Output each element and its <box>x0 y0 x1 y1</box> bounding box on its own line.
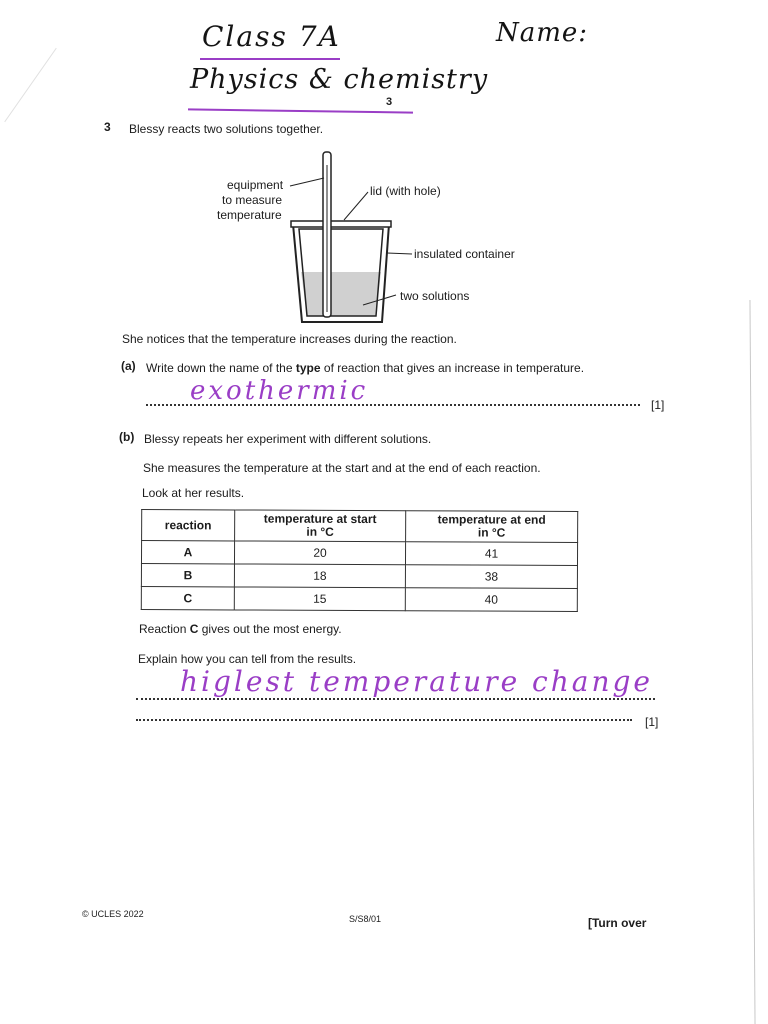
part-b-answer-line-2 <box>136 719 632 721</box>
name-label: Name: <box>496 18 589 48</box>
class-label: Class 7A <box>202 20 341 53</box>
page-number: 3 <box>386 96 393 108</box>
footer-copyright: © UCLES 2022 <box>82 909 144 919</box>
label-solutions: two solutions <box>400 289 470 303</box>
cell-temp-end: 38 <box>405 565 577 589</box>
part-a-text-after: of reaction that gives an increase in temperature. <box>323 361 585 375</box>
cell-reaction: B <box>141 564 234 587</box>
scan-edge-left <box>4 48 56 122</box>
cell-temp-start: 20 <box>234 541 405 565</box>
part-b-line3: Look at her results. <box>142 486 245 500</box>
cell-temp-end: 40 <box>405 588 577 612</box>
cell-reaction: C <box>141 587 234 610</box>
table-row <box>141 587 577 612</box>
question-number: 3 <box>104 120 111 134</box>
subject-underline <box>188 108 413 113</box>
statement-bold: C <box>189 622 199 636</box>
label-equipment-2: to measure <box>222 193 283 207</box>
table-row <box>141 564 577 589</box>
header-temp-end: temperature at end in °C <box>406 511 578 543</box>
statement-before: Reaction <box>139 622 187 636</box>
cell-temp-start: 15 <box>234 587 405 611</box>
cell-temp-start: 18 <box>234 564 405 588</box>
table-header-row <box>142 510 578 543</box>
class-underline <box>200 58 340 60</box>
container-leader <box>387 253 412 254</box>
part-b-statement <box>139 622 342 636</box>
label-equipment-3: temperature <box>217 208 282 222</box>
cell-reaction: A <box>141 541 234 564</box>
part-a-label: (a) <box>121 359 136 373</box>
solutions-liquid <box>301 272 381 316</box>
part-b-answer: higlest temperature change <box>180 665 653 698</box>
part-b-marks: [1] <box>645 715 659 729</box>
part-a-text-before: Write down the name of the <box>146 361 293 375</box>
subject-label: Physics & chemistry <box>190 64 489 95</box>
equipment-leader <box>290 178 324 186</box>
part-b-explain: Explain how you can tell from the results. <box>138 652 357 666</box>
question-intro: Blessy reacts two solutions together. <box>129 122 324 136</box>
part-b-label: (b) <box>119 430 135 444</box>
footer-turn-over: [Turn over <box>588 916 647 930</box>
part-b-answer-line-1 <box>136 698 655 700</box>
label-equipment-1: equipment <box>227 178 284 192</box>
table-row <box>141 541 577 566</box>
footer-code: S/S8/01 <box>349 914 382 924</box>
lid <box>291 221 391 227</box>
header-temp-start: temperature at start in °C <box>235 510 406 542</box>
part-b-line2: She measures the temperature at the start and at the end of each reaction. <box>143 461 541 475</box>
results-table <box>141 509 578 612</box>
notice-text: She notices that the temperature increases during the reaction. <box>122 332 457 346</box>
part-b-line1: Blessy repeats her experiment with different solutions. <box>144 432 432 446</box>
statement-after: gives out the most energy. <box>201 622 342 636</box>
part-a-answer: exothermic <box>190 376 369 406</box>
lid-leader <box>344 192 368 220</box>
part-a-marks: [1] <box>651 398 665 412</box>
part-a-question <box>146 361 584 375</box>
part-a-bold: type <box>295 361 321 375</box>
label-lid: lid (with hole) <box>370 184 441 198</box>
label-container: insulated container <box>414 247 515 261</box>
header-reaction: reaction <box>142 510 235 541</box>
cell-temp-end: 41 <box>405 542 577 566</box>
